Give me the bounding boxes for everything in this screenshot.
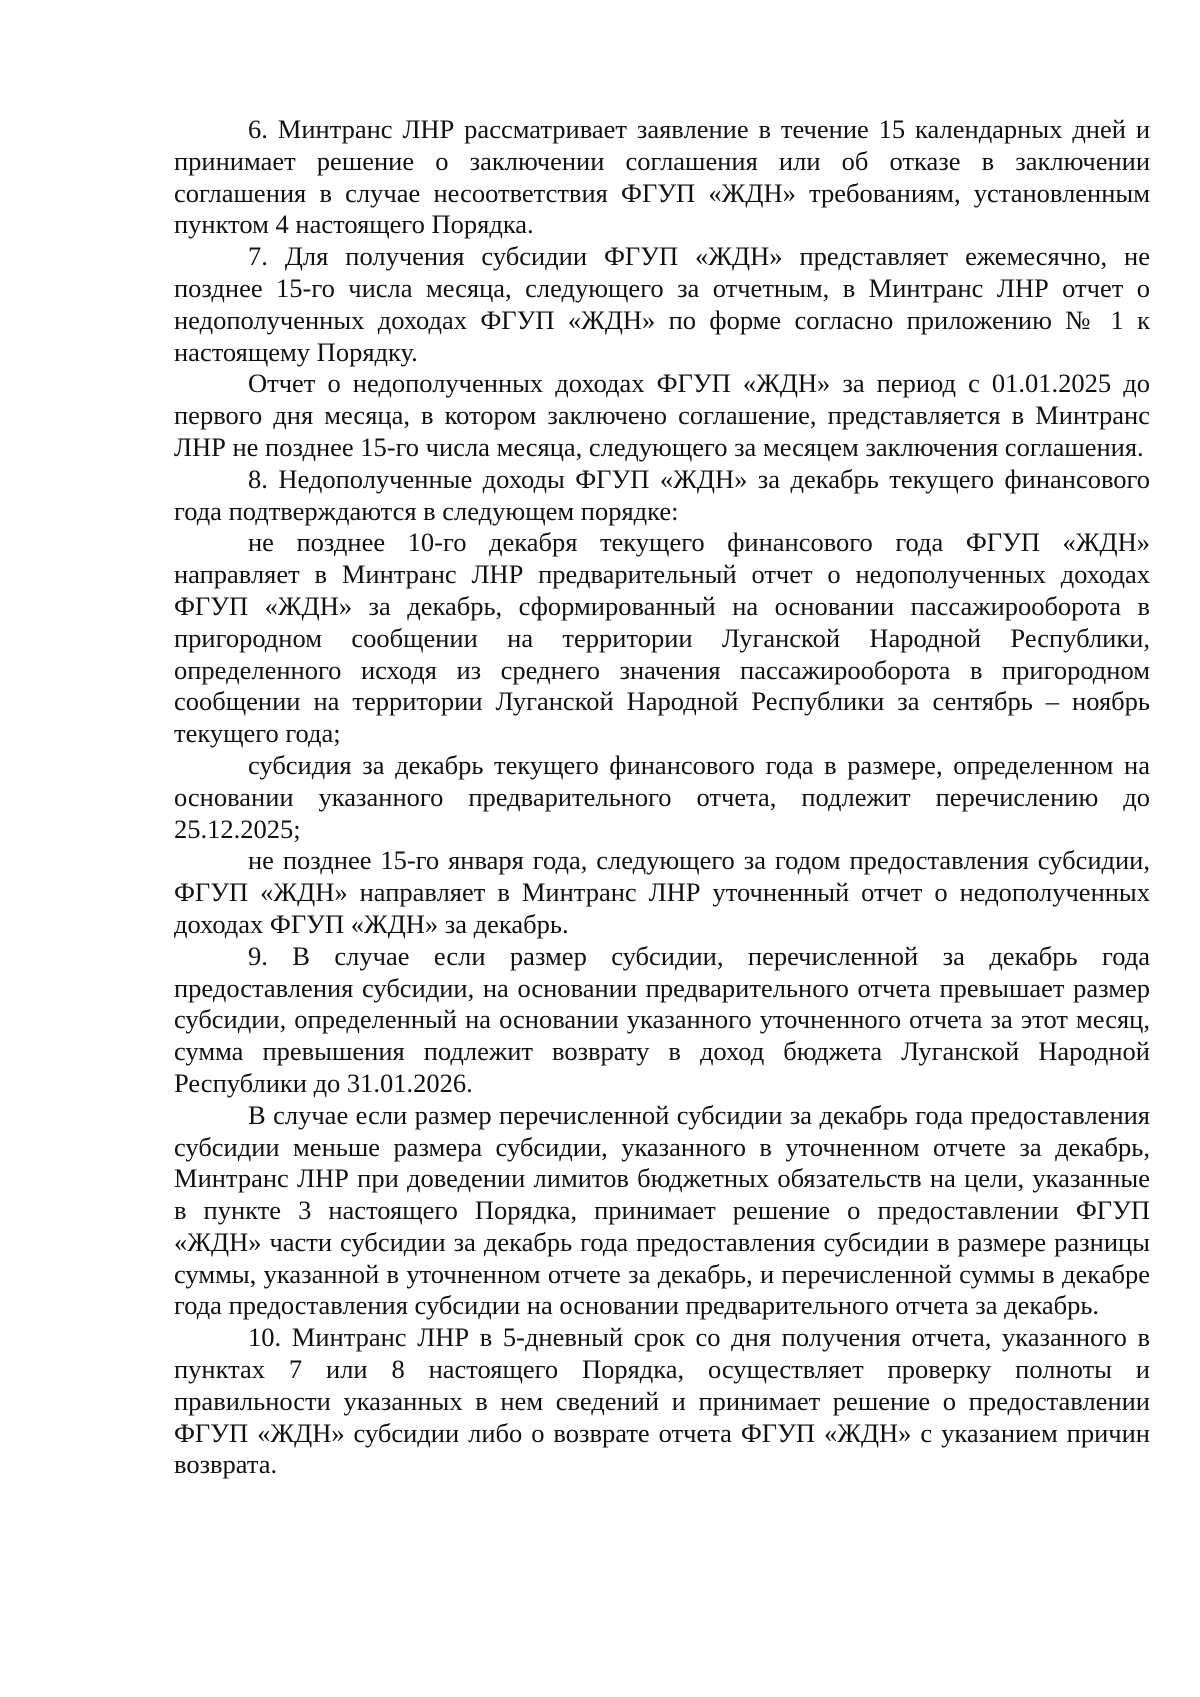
paragraph-preliminary-report: не позднее 10-го декабря текущего финансового года ФГУП «ЖДН» направляет в Минтранс ЛНР предварительный отчет о недополученных доходах ФГУП «ЖДН» за декабрь, сформированный на основании пассажирооборота в пригородном сообщении на территории Луганской Народной Республики, определенного исходя из среднего значения пассажирооборота в пригородном сообщении на территории Луганской Народной Республики за сентябрь – ноябрь текущего года; (174, 527, 1150, 749)
paragraph-item-7: 7. Для получения субсидии ФГУП «ЖДН» представляет ежемесячно, не позднее 15-го числа месяца, следующего за отчетным, в Минтранс ЛНР отчет о недополученных доходах ФГУП «ЖДН» по форме согласно приложению № 1 к настоящему Порядку. (174, 241, 1150, 367)
paragraph-item-10: 10. Минтранс ЛНР в 5-дневный срок со дня получения отчета, указанного в пунктах 7 или 8 настоящего Порядка, осуществляет проверку полноты и правильности указанных в нем сведений и принимает решение о предоставлении ФГУП «ЖДН» субсидии либо о возврате отчета ФГУП «ЖДН» с указанием причин возврата. (174, 1322, 1150, 1480)
paragraph-subsidy-shortfall: В случае если размер перечисленной субсидии за декабрь года предоставления субсидии меньше размера субсидии, указанного в уточненном отчете за декабрь, Минтранс ЛНР при доведении лимитов бюджетных обязательств на цели, указанные в пункте 3 настоящего Порядка, принимает решение о предоставлении ФГУП «ЖДН» части субсидии за декабрь года предоставления субсидии в размере разницы суммы, указанной в уточненном отчете за декабрь, и перечисленной суммы в декабре года предоставления субсидии на основании предварительного отчета за декабрь. (174, 1099, 1150, 1321)
paragraph-item-9: 9. В случае если размер субсидии, перечисленной за декабрь года предоставления субсидии, на основании предварительного отчета превышает размер субсидии, определенный на основании указанного уточненного отчета за этот месяц, сумма превышения подлежит возврату в доход бюджета Луганской Народной Республики до 31.01.2026. (174, 940, 1150, 1098)
paragraph-december-subsidy: субсидия за декабрь текущего финансового года в размере, определенном на основании указанного предварительного отчета, подлежит перечислению до 25.12.2025; (174, 749, 1150, 844)
paragraph-item-6: 6. Минтранс ЛНР рассматривает заявление в течение 15 календарных дней и принимает решение о заключении соглашения или об отказе в заключении соглашения в случае несоответствия ФГУП «ЖДН» требованиям, установленным пунктом 4 настоящего Порядка. (174, 114, 1150, 240)
paragraph-report-period: Отчет о недополученных доходах ФГУП «ЖДН» за период с 01.01.2025 до первого дня месяца, в котором заключено соглашение, представляется в Минтранс ЛНР не позднее 15-го числа месяца, следующего за месяцем заключения соглашения. (174, 368, 1150, 462)
paragraph-item-8: 8. Недополученные доходы ФГУП «ЖДН» за декабрь текущего финансового года подтверждаются в следующем порядке: (174, 463, 1150, 526)
document-body (174, 114, 1150, 1481)
paragraph-refined-report: не позднее 15-го января года, следующего за годом предоставления субсидии, ФГУП «ЖДН» направляет в Минтранс ЛНР уточненный отчет о недополученных доходах ФГУП «ЖДН» за декабрь. (174, 845, 1150, 939)
